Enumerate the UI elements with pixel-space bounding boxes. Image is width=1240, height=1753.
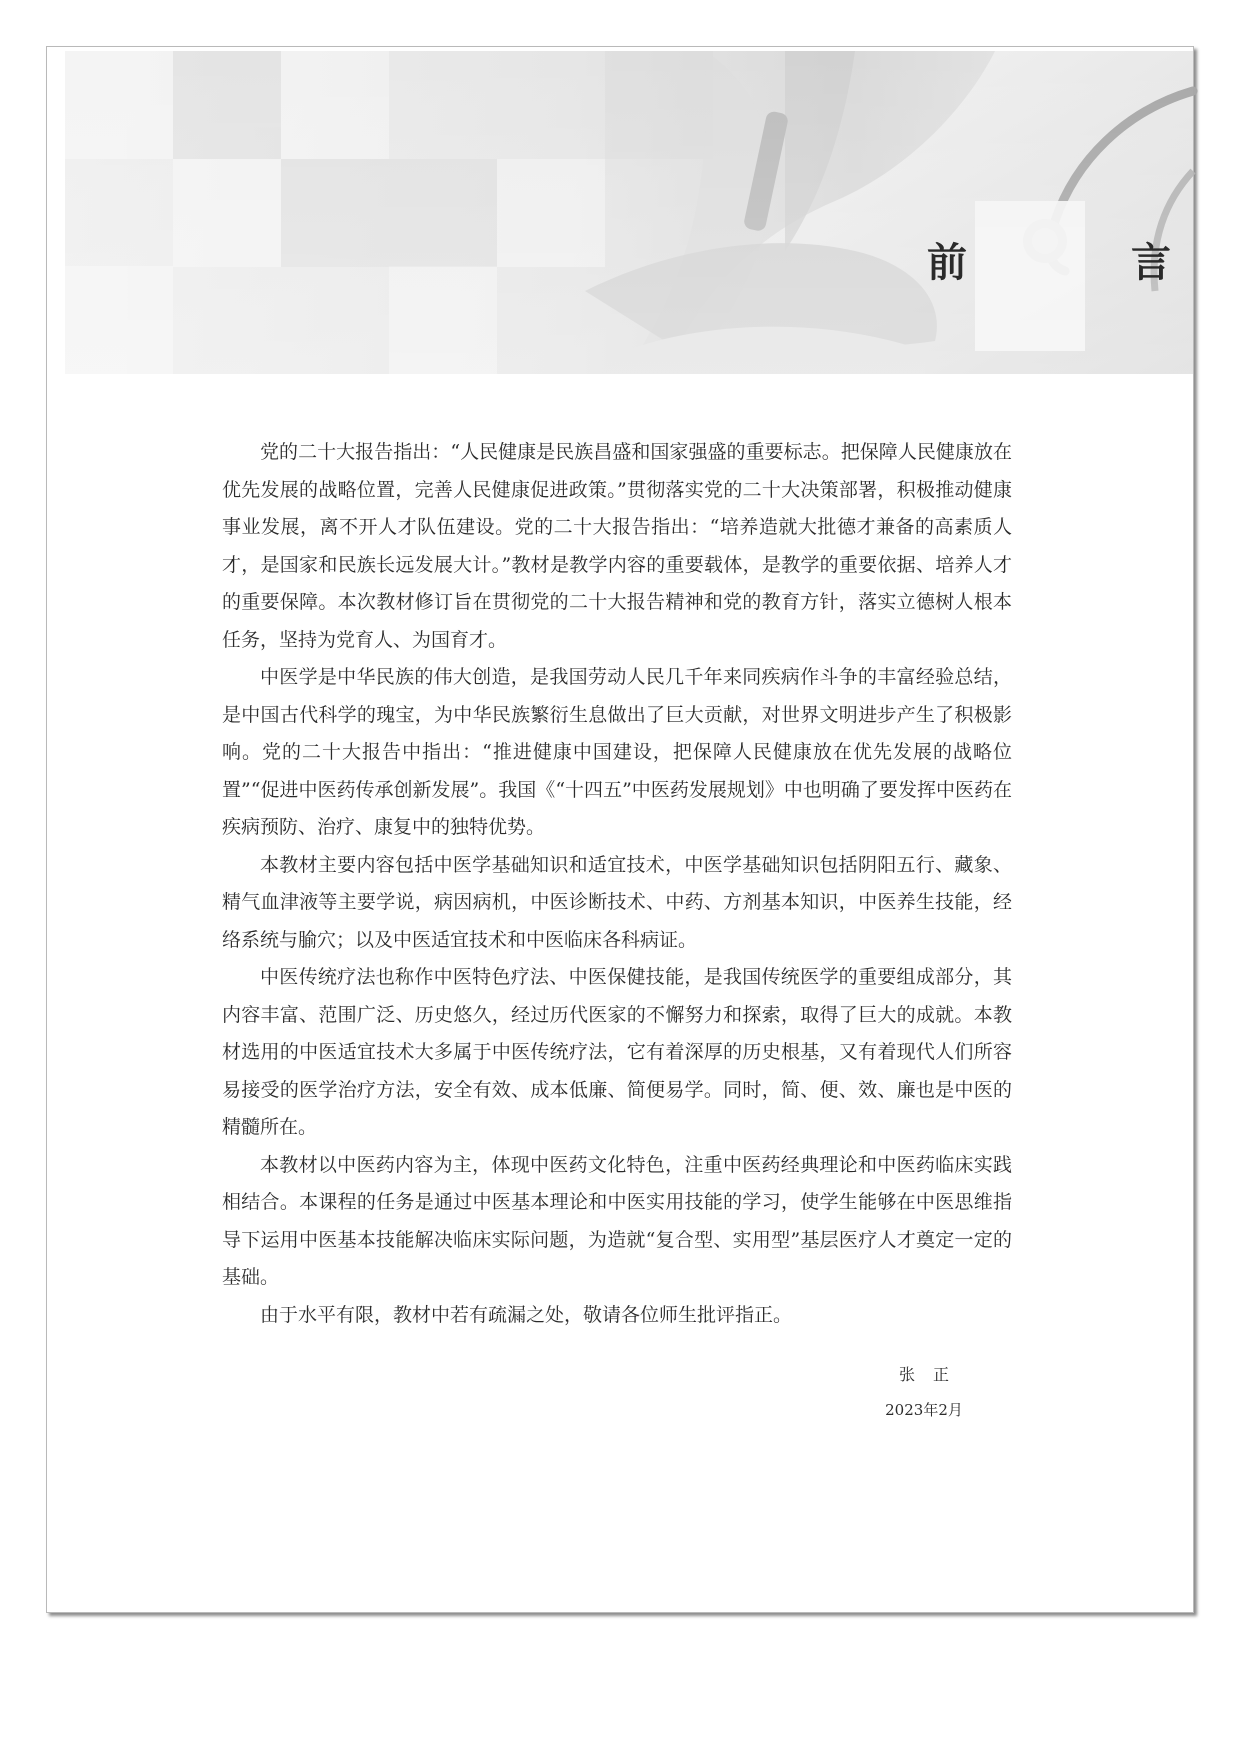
paragraph: 中医学是中华民族的伟大创造，是我国劳动人民几千年来同疾病作斗争的丰富经验总结，是中国古代科学的瑰宝，为中华民族繁衍生息做出了巨大贡献，对世界文明进步产生了积极影响。党的二十大报告中指出：“推进健康中国建设，把保障人民健康放在优先发展的战略位置”“促进中医药传承创新发展”。我国《“十四五”中医药发展规划》中也明确了要发挥中医药在疾病预防、治疗、康复中的独特优势。 [222,666,1012,838]
paragraph: 本教材主要内容包括中医学基础知识和适宜技术，中医学基础知识包括阴阳五行、藏象、精气血津液等主要学说，病因病机，中医诊断技术、中药、方剂基本知识，中医养生技能，经络系统与腧穴；以及中医适宜技术和中医临床各科病证。 [222,853,1012,951]
signature-block [866,1362,982,1424]
header-banner [65,51,1233,374]
signature-date: 2023年2月 [885,1401,963,1419]
preface-body [222,434,1012,1334]
page-title: 前 言 [927,239,1233,286]
paragraph: 本教材以中医药内容为主，体现中医药文化特色，注重中医药经典理论和中医药临床实践相结合。本课程的任务是通过中医基本理论和中医实用技能的学习，使学生能够在中医思维指导下运用中医基本技能解决临床实际问题，为造就“复合型、实用型”基层医疗人才奠定一定的基础。 [222,1153,1012,1288]
document-page [46,46,1233,1613]
author-name: 张正 [898,1365,967,1384]
paragraph: 中医传统疗法也称作中医特色疗法、中医保健技能，是我国传统医学的重要组成部分，其内容丰富、范围广泛、历史悠久，经过历代医家的不懈努力和探索，取得了巨大的成就。本教材选用的中医适宜技术大多属于中医传统疗法，它有着深厚的历史根基，又有着现代人们所容易接受的医学治疗方法，安全有效、成本低廉、简便易学。同时，简、便、效、廉也是中医的精髓所在。 [222,966,1012,1138]
banner-photo-image [65,51,1193,374]
paragraph: 由于水平有限，教材中若有疏漏之处，敬请各位师生批评指正。 [260,1303,793,1326]
paragraph: 党的二十大报告指出：“人民健康是民族昌盛和国家强盛的重要标志。把保障人民健康放在优先发展的战略位置，完善人民健康促进政策。”贯彻落实党的二十大决策部署，积极推动健康事业发展，离不开人才队伍建设。党的二十大报告指出：“培养造就大批德才兼备的高素质人才，是国家和民族长远发展大计。”教材是教学内容的重要载体，是教学的重要依据、培养人才的重要保障。本次教材修订旨在贯彻党的二十大报告精神和党的教育方针，落实立德树人根本任务，坚持为党育人、为国育才。 [222,441,1012,651]
